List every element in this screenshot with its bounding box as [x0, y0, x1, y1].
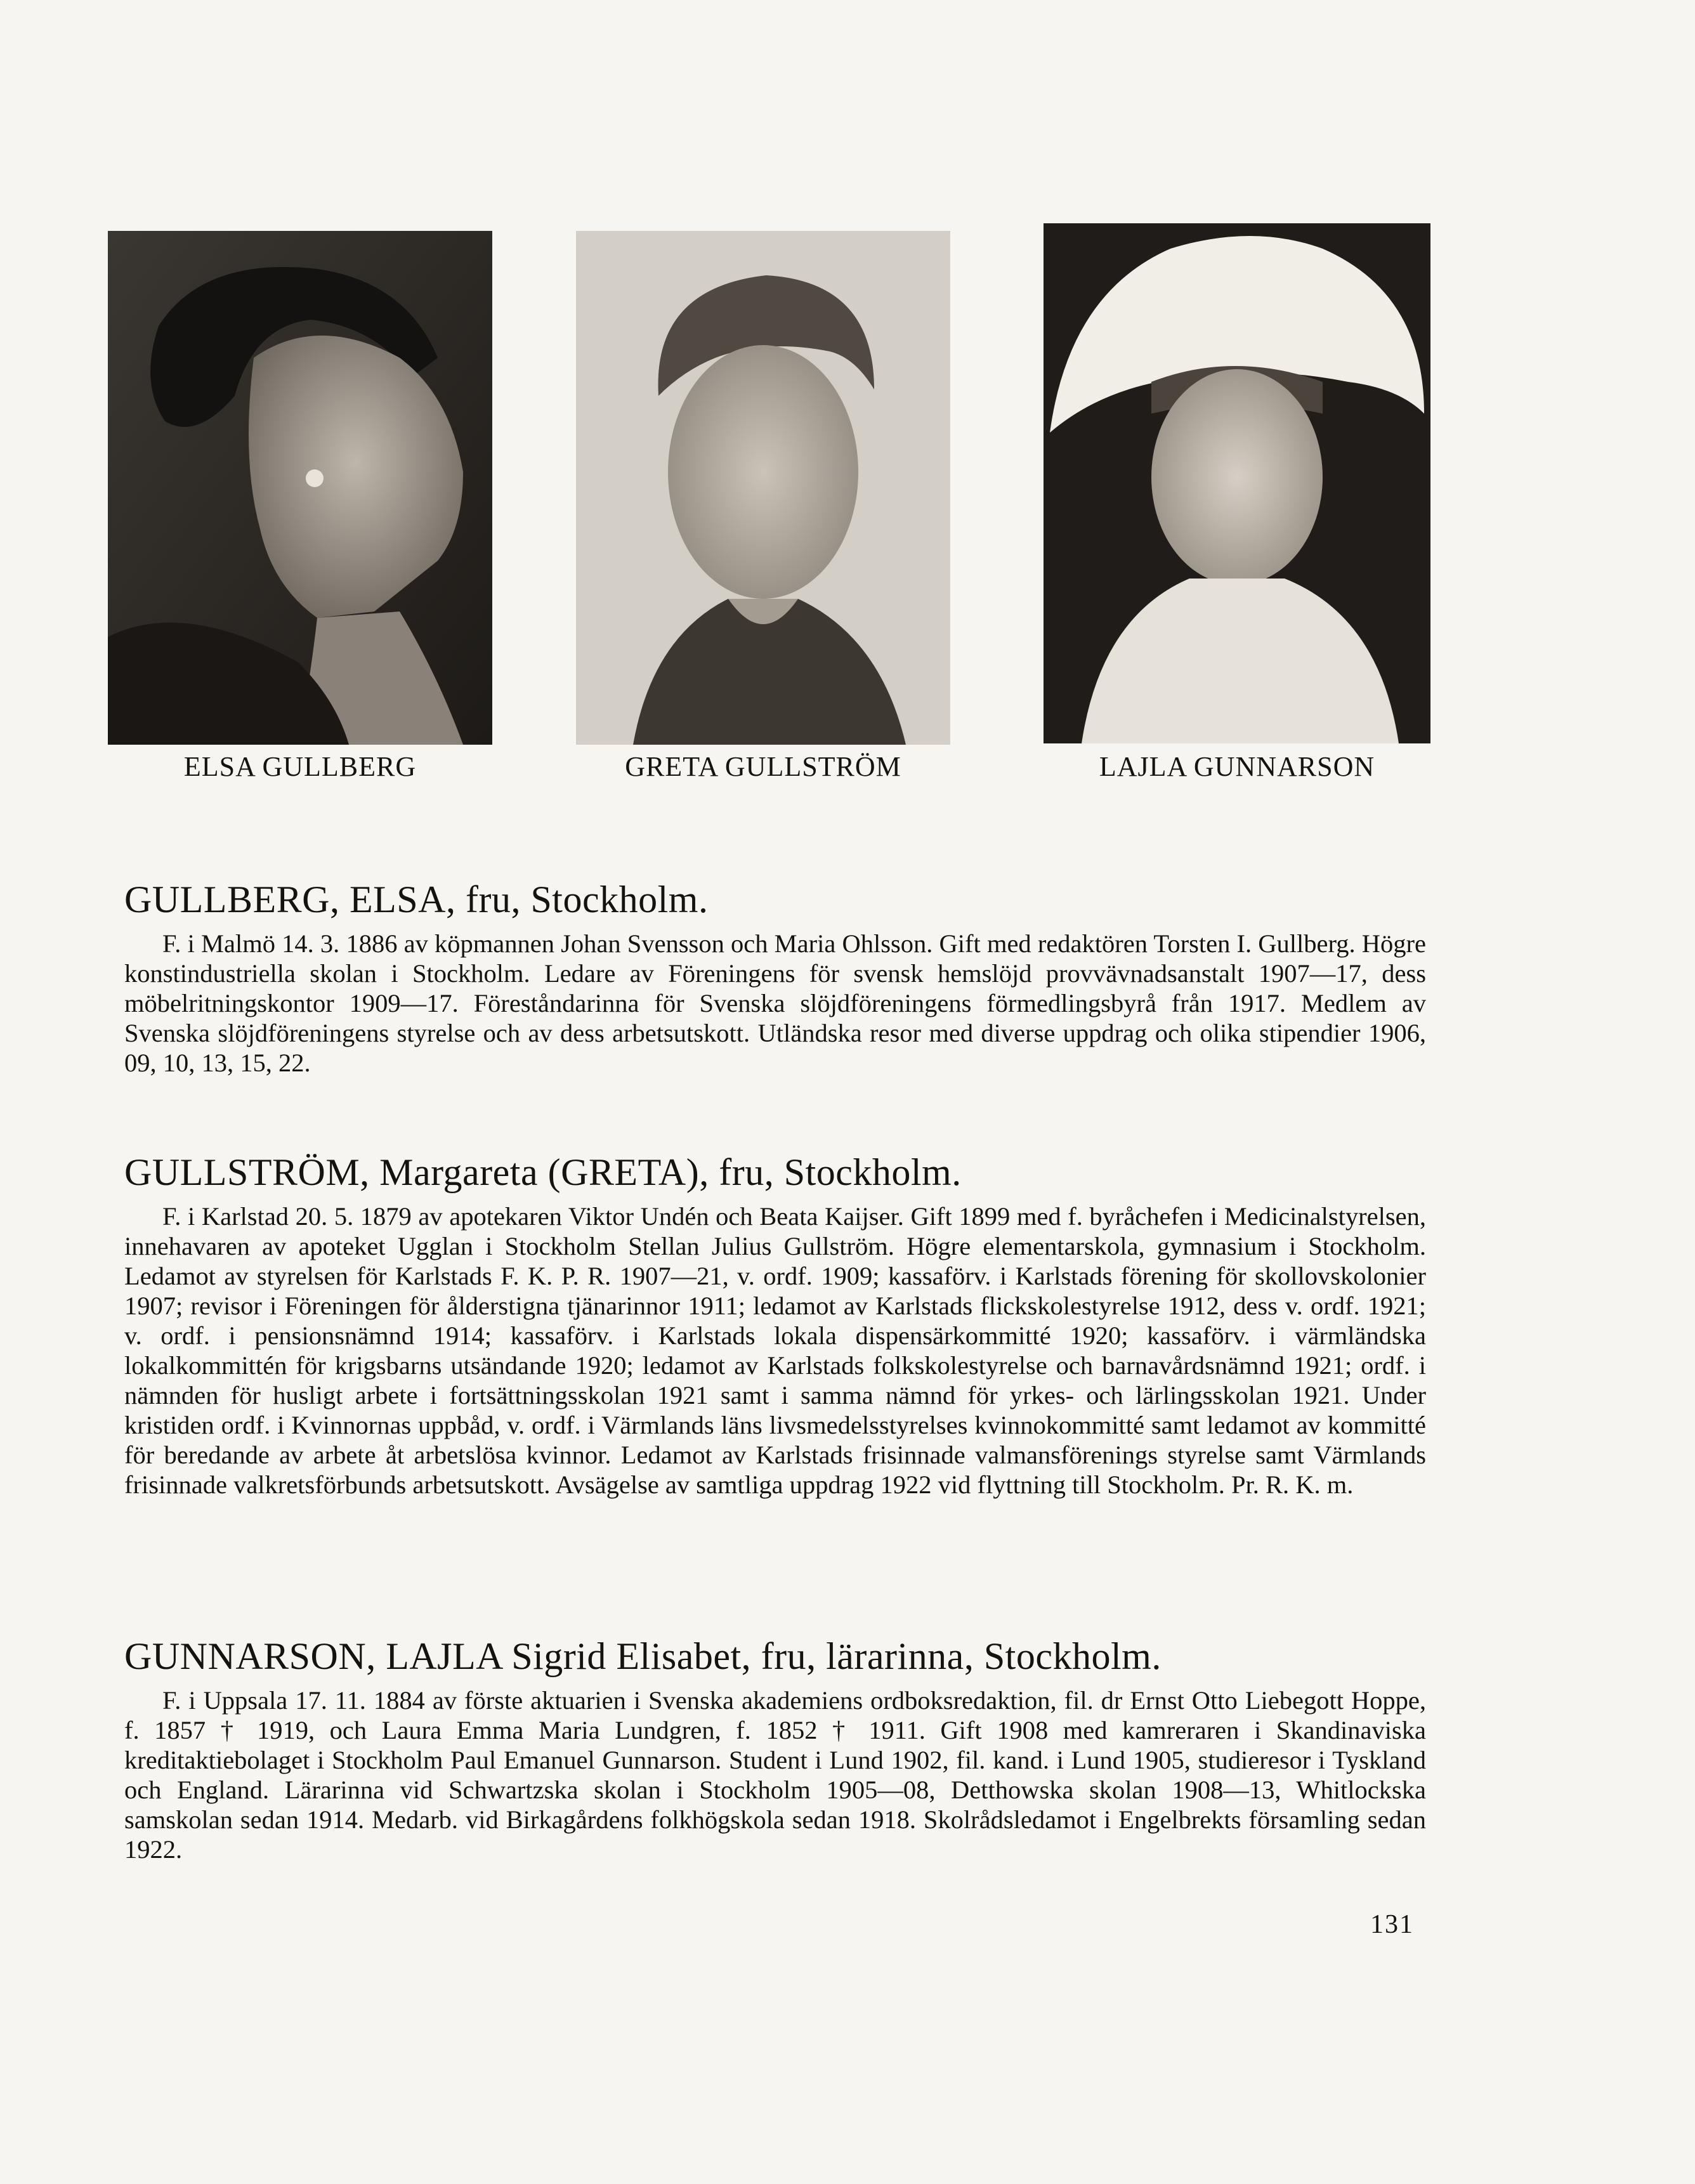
photo-caption: GRETA GULLSTRÖM — [625, 751, 901, 782]
entry-body: F. i Malmö 14. 3. 1886 av köpmannen Johan Svensson och Maria Ohlsson. Gift med redaktören Torsten I. Gullberg. Högre konstindustriella skolan i Stockholm. Ledare av Föreningens för svensk hemslöjd provvävnadsanstalt 1907—17, dess möbelritningskontor 1909—17. Föreståndarinna för Svenska slöjdföreningens förmedlingsbyrå från 1917. Medlem av Svenska slöjdföreningens styrelse och av dess arbetsutskott. Utländska resor med diverse uppdrag och olika stipendier 1906, 09, 10, 13, 15, 22. — [124, 929, 1426, 1077]
entry-heading: GUNNARSON, LAJLA Sigrid Elisabet, fru, lärarinna, Stockholm. — [124, 1635, 1162, 1677]
entry-body: F. i Uppsala 17. 11. 1884 av förste aktuarien i Svenska akademiens ordboksredaktion, fil. dr Ernst Otto Liebegott Hoppe, f. 1857 † 1919, och Laura Emma Maria Lundgren, f. 1852 † 1911. Gift 1908 med kamreraren i Skandinaviska kreditaktiebolaget i Stockholm Paul Emanuel Gunnarson. Student i Lund 1902, fil. kand. i Lund 1905, studieresor i Tyskland och England. Lärarinna vid Schwartzska skolan i Stockholm 1905—08, Detthowska skolan 1908—13, Whitlockska samskolan sedan 1914. Medarb. vid Birkagårdens folkhögskola sedan 1918. Skolrådsledamot i Engelbrekts församling sedan 1922. — [124, 1686, 1426, 1864]
photo-caption: LAJLA GUNNARSON — [1099, 751, 1375, 782]
photo-caption: ELSA GULLBERG — [183, 751, 417, 782]
portrait-lajla-gunnarson — [1044, 223, 1430, 743]
entry-heading: GULLBERG, ELSA, fru, Stockholm. — [124, 879, 709, 920]
portrait-greta-gullstrom — [576, 231, 950, 745]
biography-entry — [124, 1148, 1426, 1500]
page-number: 131 — [1370, 1910, 1414, 1939]
entry-heading: GULLSTRÖM, Margareta (GRETA), fru, Stockholm. — [124, 1151, 962, 1193]
entry-body: F. i Karlstad 20. 5. 1879 av apotekaren Viktor Undén och Beata Kaijser. Gift 1899 med f. byråchefen i Medicinalstyrelsen, innehavaren av apoteket Ugglan i Stockholm Stellan Julius Gullström. Högre elementarskola, gymnasium i Stockholm. Ledamot av styrelsen för Karlstads F. K. P. R. 1907—21, v. ordf. 1909; kassaförv. i Karlstads förening för skollovskolonier 1907; revisor i Föreningen för ålderstigna tjänarinnor 1911; ledamot av Karlstads flickskolestyrelse 1912, dess v. ordf. 1921; v. ordf. i pensionsnämnd 1914; kassaförv. i Karlstads lokala dispensärkommitté 1920; kassaförv. i värmländska lokalkommittén för krigsbarns utsändande 1920; ledamot av Karlstads folkskolestyrelse och barnavårdsnämnd 1921; ordf. i nämnden för husligt arbete i fortsättningsskolan 1921 samt i samma nämnd för yrkes- och lärlingsskolan 1921. Under kristiden ordf. i Kvinnornas uppbåd, v. ordf. i Värmlands läns livsmedelsstyrelses kvinnokommitté samt ledamot av kommitté för beredande av arbete åt arbetslösa kvinnor. Ledamot av Karlstads frisinnade valmansförenings styrelse samt Värmlands frisinnade valkretsförbunds arbetsutskott. Avsägelse av samtliga uppdrag 1922 vid flyttning till Stockholm. Pr. R. K. m. — [124, 1202, 1426, 1499]
biography-entry — [124, 1632, 1426, 1864]
portrait-elsa-gullberg — [108, 231, 492, 745]
biography-entry — [124, 875, 1426, 1078]
